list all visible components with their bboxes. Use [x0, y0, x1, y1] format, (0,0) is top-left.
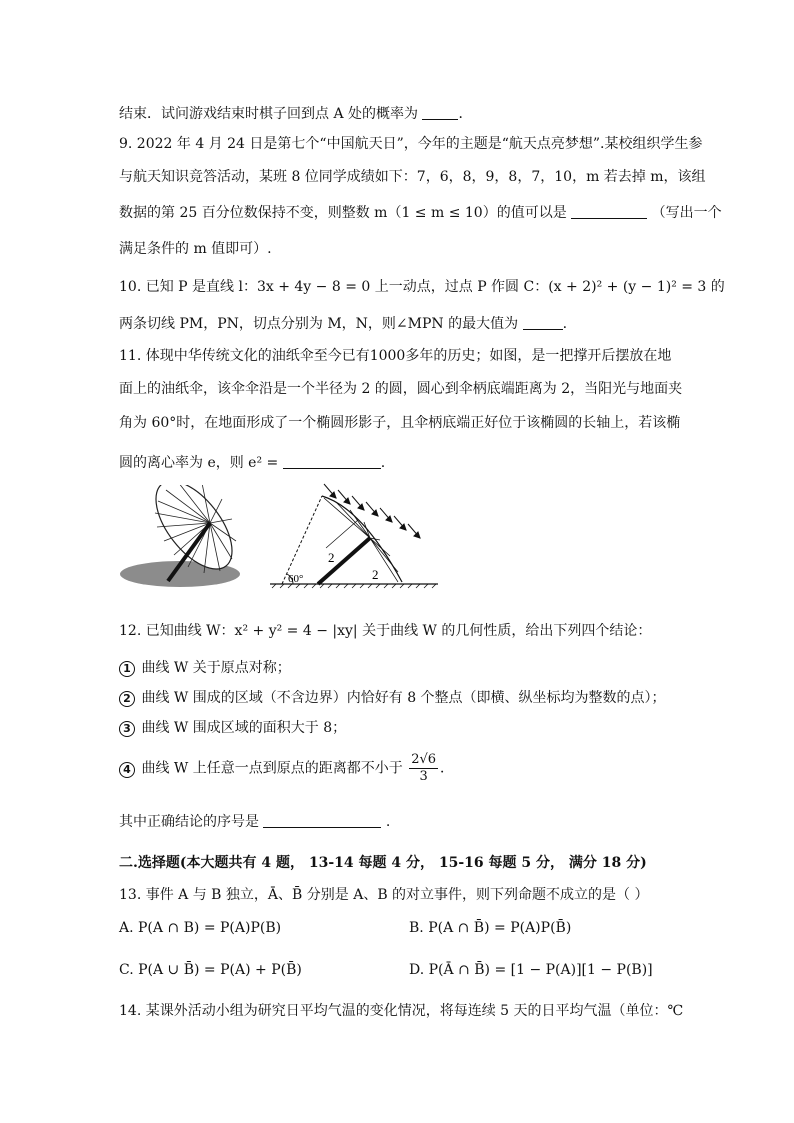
q12-item-4-end: ． [440, 760, 455, 777]
q12-item-1-text: 曲线 W 关于原点对称； [141, 660, 291, 676]
label-length-2a: 2 [328, 550, 335, 565]
q12-item-2 [119, 687, 666, 707]
shadow-diagram [262, 478, 442, 590]
q13-option-a: A. P(A ∩ B) = P(A)P(B) [119, 920, 282, 936]
q9-answer-blank [571, 204, 647, 219]
fraction-numerator: 2√6 [411, 752, 437, 767]
q10-line-2-end: . [562, 316, 568, 332]
q14-line-1: 14. 某课外活动小组为研究日平均气温的变化情况，将每连续 5 天的日平均气温（单位：℃ [119, 1003, 684, 1019]
q12-answer-text: 其中正确结论的序号是 [119, 814, 259, 830]
label-length-2b: 2 [372, 567, 379, 582]
q9-line-2: 与航天知识竞答活动，某班 8 位同学成绩如下：7，6，8，9，8，7，10，m 若去掉 m，该组 [119, 169, 706, 185]
q10-line-1: 10. 已知 P 是直线 l：3x + 4y − 8 = 0 上一动点，过点 P 作圆 C：(x + 2)² + (y − 1)² = 3 的 [119, 279, 725, 295]
q11-line-1: 11. 体现中华传统文化的油纸伞至今已有1000多年的历史；如图，是一把撑开后摆放在地 [119, 348, 672, 364]
q9-line-3 [119, 202, 722, 222]
q13-option-c: C. P(A ∪ B̄) = P(A) + P(B̄) [119, 962, 302, 978]
q11-answer-blank [283, 454, 381, 469]
circled-number-1: 1 [119, 661, 135, 677]
q9-line-1: 9. 2022 年 4 月 24 日是第七个“中国航天日”，今年的主题是“航天点亮梦想”.某校组织学生参 [119, 136, 703, 152]
q9-line-3-end: （写出一个 [651, 205, 722, 221]
circled-number-3: 3 [119, 721, 135, 737]
q12-answer-blank [263, 813, 381, 828]
q12-line-1: 12. 已知曲线 W：x² + y² = 4 − |xy| 关于曲线 W 的几何性质，给出下列四个结论： [119, 623, 652, 639]
label-angle-60: 60° [288, 573, 304, 585]
q12-item-1 [119, 657, 291, 677]
fraction-denominator: 3 [419, 769, 428, 784]
q9-line-4: 满足条件的 m 值即可）. [119, 241, 272, 257]
circled-number-2: 2 [119, 691, 135, 707]
q13-option-b: B. P(A ∩ B̄) = P(A)P(B̄) [409, 920, 572, 936]
q10-line-2-text: 两条切线 PM，PN，切点分别为 M，N，则∠MPN 的最大值为 [119, 316, 519, 332]
q9-line-3-text: 数据的第 25 百分位数保持不变，则整数 m（1 ≤ m ≤ 10）的值可以是 [119, 205, 567, 221]
q11-line-2: 面上的油纸伞，该伞伞沿是一个半径为 2 的圆，圆心到伞柄底端距离为 2，当阳光与地面夹 [119, 381, 683, 397]
q10-answer-blank [523, 315, 563, 330]
q13-option-d: D. P(Ā ∩ B̄) = [1 − P(A)][1 − P(B)] [409, 962, 653, 978]
fraction-2root6-over-3 [409, 752, 438, 785]
q8-tail-line [119, 103, 472, 123]
q8-answer-blank [422, 105, 458, 120]
length-marker-1 [326, 520, 358, 548]
q12-item-2-text: 曲线 W 围成的区域（不含边界）内恰好有 8 个整点（即横、纵坐标均为整数的点）； [141, 690, 666, 706]
q13-stem: 13. 事件 A 与 B 独立，Ā、B̄ 分别是 A、B 的对立事件，则下列命题不成立的是（ ） [119, 887, 649, 903]
umbrella-figure [118, 485, 258, 593]
q11-line-3: 角为 60°时，在地面形成了一个椭圆形影子，且伞柄底端正好位于该椭圆的长轴上，若该椭 [119, 415, 681, 431]
q12-item-4 [119, 752, 454, 785]
q8-tail-text: 结束．试问游戏结束时棋子回到点 A 处的概率为 [119, 106, 419, 122]
q12-answer-end: . [385, 814, 391, 830]
q12-item-3 [119, 717, 346, 737]
q10-line-2 [119, 313, 567, 333]
q11-line-4-text: 圆的离心率为 e，则 e² = [119, 455, 279, 471]
q11-line-4 [119, 452, 385, 472]
umbrella-stick [318, 538, 370, 584]
q12-item-3-text: 曲线 W 围成区域的面积大于 8； [141, 720, 347, 736]
q12-item-4-text: 曲线 W 上任意一点到原点的距离都不小于 [141, 760, 403, 777]
circled-number-4: 4 [119, 762, 135, 778]
q8-tail-end: ． [458, 106, 473, 122]
shadow-ray-line [282, 496, 322, 584]
q12-answer-line [119, 811, 390, 831]
section-2-heading: 二.选择题(本大题共有 4 题， 13-14 每题 4 分， 15-16 每题 5 分， 满分 18 分) [119, 855, 647, 871]
q11-line-4-end: . [380, 455, 386, 471]
